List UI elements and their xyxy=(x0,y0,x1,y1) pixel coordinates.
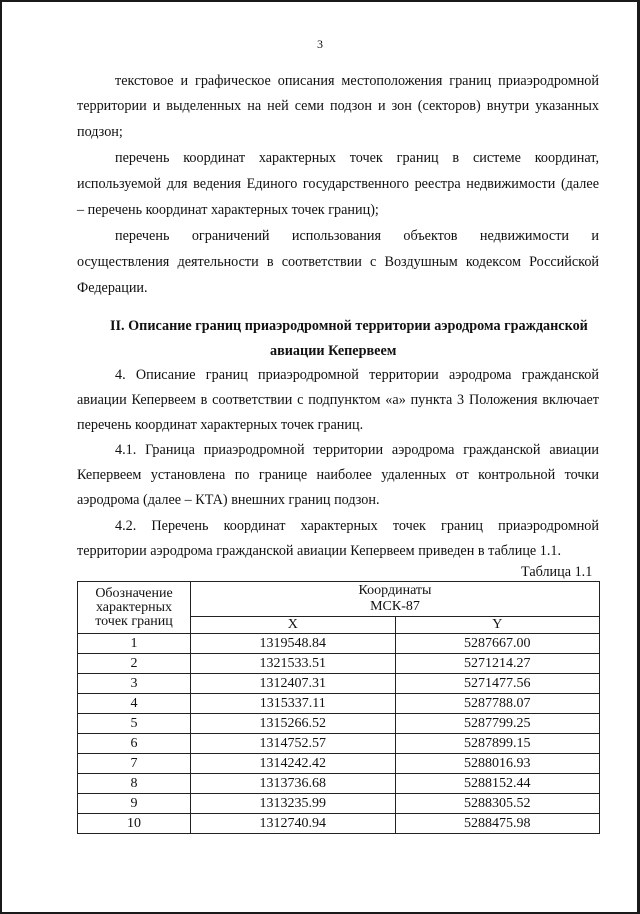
paragraph-line: перечень координат характерных точек границ в системе координат, xyxy=(115,150,599,166)
paragraph-line: 4. Описание границ приаэродромной территории аэродрома гражданской xyxy=(115,367,599,383)
paragraph-line: территории аэродрома гражданской авиации Кепервеем приведен в таблице 1.1. xyxy=(77,543,562,559)
point-number: 2 xyxy=(78,654,191,674)
page-number: 3 xyxy=(317,37,323,51)
paragraph-line: 4.1. Граница приаэродромной территории аэродрома гражданской авиации xyxy=(115,442,599,458)
scan-border-top xyxy=(0,0,640,2)
paragraph-line: авиации Кепервеем в соответствии с подпунктом «а» пункта 3 Положения включает xyxy=(77,392,599,408)
table-row xyxy=(78,814,600,834)
point-number: 9 xyxy=(78,794,191,814)
coord-y: 5288475.98 xyxy=(395,814,600,834)
coord-x: 1321533.51 xyxy=(191,654,396,674)
paragraph-line: аэродрома (далее – КТА) внешних границ подзон. xyxy=(77,492,380,508)
table-row xyxy=(78,634,600,654)
paragraph-line: осуществления деятельности в соответствии с Воздушным кодексом Российской xyxy=(77,254,599,270)
coord-y: 5287899.15 xyxy=(395,734,600,754)
point-number: 7 xyxy=(78,754,191,774)
point-number: 5 xyxy=(78,714,191,734)
coord-y: 5287788.07 xyxy=(395,694,600,714)
table-row xyxy=(78,794,600,814)
table-row xyxy=(78,754,600,774)
header-y: Y xyxy=(395,617,600,634)
table-row xyxy=(78,774,600,794)
paragraph-line: перечень координат характерных точек границ. xyxy=(77,417,364,433)
paragraph-line: текстовое и графическое описания местоположения границ приаэродромной xyxy=(115,73,599,89)
paragraph-line: Федерации. xyxy=(77,280,148,296)
header-coordinates xyxy=(191,582,600,617)
header-designation: Обозначение характерных точек границ xyxy=(78,582,191,634)
header-x: X xyxy=(191,617,396,634)
table-row xyxy=(78,674,600,694)
paragraph-line: – перечень координат характерных точек границ); xyxy=(77,202,379,218)
coord-y: 5287799.25 xyxy=(395,714,600,734)
scan-border-left xyxy=(0,0,2,914)
coord-y: 5288305.52 xyxy=(395,794,600,814)
header-coordinates-label: Координаты xyxy=(358,583,432,598)
table-row xyxy=(78,714,600,734)
point-number: 10 xyxy=(78,814,191,834)
point-number: 8 xyxy=(78,774,191,794)
table-row xyxy=(78,734,600,754)
point-number: 1 xyxy=(78,634,191,654)
paragraph-line: подзон; xyxy=(77,124,123,140)
coord-x: 1312407.31 xyxy=(191,674,396,694)
point-number: 4 xyxy=(78,694,191,714)
coord-y: 5288016.93 xyxy=(395,754,600,774)
coord-y: 5287667.00 xyxy=(395,634,600,654)
paragraph-line: используемой для ведения Единого государственного реестра недвижимости (далее xyxy=(77,176,599,192)
coord-y: 5271214.27 xyxy=(395,654,600,674)
table-row xyxy=(78,654,600,674)
coord-x: 1313235.99 xyxy=(191,794,396,814)
coord-x: 1315266.52 xyxy=(191,714,396,734)
coord-y: 5288152.44 xyxy=(395,774,600,794)
section-heading: II. Описание границ приаэродромной территории аэродрома гражданской xyxy=(110,318,588,334)
paragraph-line: перечень ограничений использования объектов недвижимости и xyxy=(115,228,599,244)
coord-x: 1315337.11 xyxy=(191,694,396,714)
header-coord-system: МСК-87 xyxy=(370,599,420,614)
section-heading: авиации Кепервеем xyxy=(270,343,397,359)
paragraph-line: территории и выделенных на ней семи подзон и зон (секторов) внутри указанных xyxy=(77,98,599,114)
coord-x: 1314242.42 xyxy=(191,754,396,774)
table-row xyxy=(78,694,600,714)
coord-x: 1319548.84 xyxy=(191,634,396,654)
coord-x: 1313736.68 xyxy=(191,774,396,794)
point-number: 3 xyxy=(78,674,191,694)
coord-x: 1314752.57 xyxy=(191,734,396,754)
table-caption: Таблица 1.1 xyxy=(521,564,593,580)
paragraph-line: Кепервеем установлена по границе наиболее удаленных от контрольной точки xyxy=(77,467,599,483)
coordinates-table xyxy=(77,581,600,834)
point-number: 6 xyxy=(78,734,191,754)
coord-y: 5271477.56 xyxy=(395,674,600,694)
paragraph-line: 4.2. Перечень координат характерных точек границ приаэродромной xyxy=(115,518,599,534)
coord-x: 1312740.94 xyxy=(191,814,396,834)
